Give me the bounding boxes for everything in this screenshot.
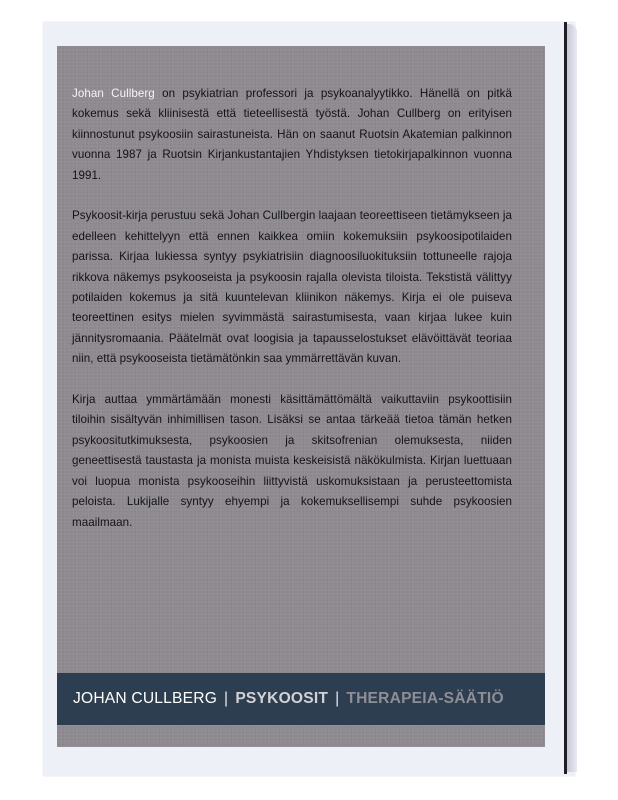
cover-panel: [57, 46, 545, 747]
blurb-text: [72, 84, 512, 553]
band-separator: |: [224, 690, 229, 707]
title-band: [57, 673, 545, 725]
author-name-highlight: Johan Cullberg: [72, 87, 155, 100]
book-spine-edge: [564, 22, 567, 774]
band-publisher-name: THERAPEIA-SÄÄTIÖ: [346, 690, 504, 707]
band-author-name: JOHAN CULLBERG: [73, 690, 218, 707]
book-description-paragraph: Psykoosit-kirja perustuu sekä Johan Cullbergin laajaan teoreettiseen tietämykseen ja edelleen kehittelyyn että ennen kaikkea omiin kokemuksiin psykoosipotilaiden parissa. Kirjaa lukiessa syntyy psykiatrisiin diagnoosiluokituksiin tottuneelle rajoja rikkova näkemys psykooseista ja psykoosin rajalla olevista tiloista. Tekstistä välittyy potilaiden kokemus ja sitä kuuntelevan kliinikon näkemys. Kirja ei ole puiseva teoreettinen esitys mielen syvimmästä sairastumisesta, vaan kirjaa lukee kuin jännitysromaania. Päätelmät ovat loogisia ja tapausselostukset elävöittävät teoriaa niin, että psykooseista tietämätönkin saa ymmärrettävän kuvan.: [72, 209, 512, 366]
author-bio-paragraph: [72, 84, 512, 186]
band-book-title: PSYKOOSIT: [235, 690, 329, 707]
author-bio-text: on psykiatrian professori ja psykoanalyytikko. Hänellä on pitkä kokemus sekä kliinisestä että tieteellisestä työstä. Johan Cullberg on erityisen kiinnostunut psykoosiin sairastuneista. Hän on saanut Ruotsin Akatemian palkinnon vuonna 1987 ja Ruotsin Kirjankustantajien Yhdistyksen tietokirjapalkinnon vuonna 1991.: [72, 87, 512, 182]
book-benefits-paragraph: Kirja auttaa ymmärtämään monesti käsittämättömältä vaikuttaviin psykoottisiin tiloihin sisältyvän inhimillisen tason. Lisäksi se antaa tärkeää tietoa tämän hetken psykoositutkimuksesta, psykoosien ja skitsofrenian olemuksesta, niiden geneettisestä taustasta ja monista muista keskeisistä näkökulmista. Kirjan luettuaan voi luopua monista psykooseihin liittyvistä uskomuksistaan ja perusteettomista peloista. Lukijalle syntyy ehyempi ja kokemuksellisempi suhde psykoosien maailmaan.: [72, 393, 512, 529]
band-separator: |: [335, 690, 340, 707]
page-curl-edge: [567, 24, 577, 772]
